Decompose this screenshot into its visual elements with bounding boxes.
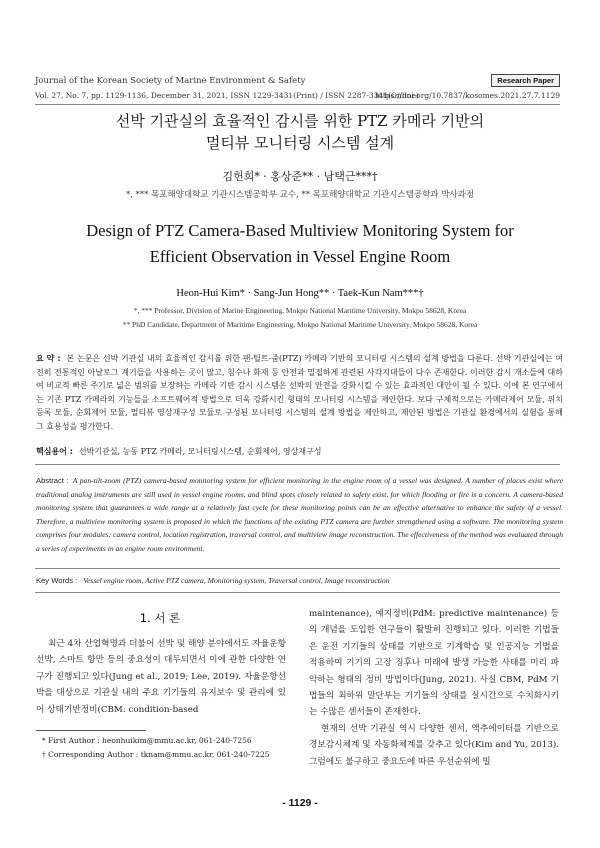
abstract-divider-2 [35,568,560,569]
abstract-divider-1 [35,464,560,465]
research-paper-badge: Research Paper [491,74,560,87]
korean-affiliation: *, *** 목포해양대학교 기관시스템공학부 교수, ** 목포해양대학교 기관시스템공학과 박사과정 [125,190,475,200]
header-divider [35,104,560,105]
journal-name: Journal of the Korean Society of Marine Environment & Safety [35,76,306,86]
english-affiliation-2: ** PhD Candidate, Department of Maritime Engineering, Mokpo National Maritime University, Mokpo 58628, Korea [122,320,478,329]
doi-link[interactable]: https://doi.org/10.7837/kosomes.2021.27.7.1129 [374,91,560,100]
english-affiliation-1: *, *** Professor, Division of Marine Engineering, Mokpo National Maritime University, Mokpo 58628, Korea [133,306,467,315]
footnote-rule [36,730,146,731]
english-title: Design of PTZ Camera-Based Multiview Monitoring System for Efficient Observation in Vessel Engine Room [86,221,514,266]
korean-abstract: 요 약 : 본 논문은 선박 기관실 내의 효율적인 감시를 위한 팬-틸트-줌(PTZ) 카메라 기반의 모니터링 시스템의 설계 방법을 다룬다. 선박 기관실에는 여전히 전통적인 아날로그 계기들을 사용하는 곳이 많고, 침수나 화재 등 안전과 밀접하게 관련된 사각지대들이 다수 존재한다. 이러한 감시 개소들에 대하여 비교적 빠른 주기로 넓은 범위를 보장하는 카메라 기반 감시 시스템은 선박의 안전을 강화시킬 수 있는 효과적인 대안이 될 수 있다. 이에 본 연구에서는 기존 PTZ 카메라의 기능들을 소프트웨어적 방법으로 더욱 강화시킨 형태의 모니터링 시스템을 제안한다. 보다 구체적으로는 카메라제어 모듈, 위치등록 모듈, 순회제어 모듈, 멀티뷰 영상재구성 모듈로 구성된 모니터링 시스템의 설계 방법을 제안하고, 제안된 방법은 기관실 환경에서의 실험을 통해 그 효용성을 평가한다. [36,354,563,431]
first-author-footnote: * First Author : heonhuikim@mmu.ac.kr, 061-240-7256 [42,736,252,745]
intro-left-column: 최근 4차 산업혁명과 더불어 선박 및 해양 분야에서도 자율운항선박, 스마트 항만 등의 중요성이 대두되면서 이에 관한 다양한 연구가 진행되고 있다(Jung et al., 2019; Lee, 2019). 자율운항선박을 대상으로 기관실 내의 주요 기기들의 유지보수 및 관리에 있어 상태기반정비(CBM: condition-based [36,639,286,715]
english-abstract: Abstract : A pan-tilt-zoom (PTZ) camera-based monitoring system for efficient monitoring in the engine room of a vessel was designed. A number of places exist where traditional analog instruments are still used in vessel engine rooms, and blind spots closely related to safety exist, for which flooding or fire is a concern. A camera-based monitoring system that guarantees a wide range at a relatively fast cycle for these monitoring points can be an effective alternative to enhance the safety of a vessel. Therefore, a multiview monitoring system is proposed in which the functions of the existing PTZ camera are further strengthened using a software. The monitoring system comprises four modules: camera control, location registration, traversal control, and multiview image reconstruction. The effectiveness of the method was evaluated through a series of experiments in an engine room environment. [36,476,563,553]
section-heading-introduction: 1. 서 론 [139,611,181,625]
corresponding-author-footnote: † Corresponding Author : tknam@mmu.ac.kr, 061-240-7225 [42,750,270,759]
korean-title: 선박 기관실의 효율적인 감시를 위한 PTZ 카메라 기반의 멀티뷰 모니터링 시스템 설계 [115,112,485,152]
korean-keywords: 핵심용어 : 선박기관실, 능동 PTZ 카메라, 모니터링시스템, 순회제어, 영상재구성 [36,447,322,456]
keywords-divider [35,592,560,593]
english-authors: Heon-Hui Kim* · Sang-Jun Hong** · Taek-Kun Nam***† [176,288,424,299]
volume-line: Vol. 27, No. 7, pp. 1129-1136, December 31, 2021, ISSN 1229-3431(Print) / ISSN 2287-3341(Online) [35,91,419,100]
page-number: - 1129 - [282,797,318,809]
korean-authors: 김헌희* · 홍상준** · 남택근***† [222,170,378,183]
english-keywords: Key Words : Vessel engine room, Active PTZ camera, Monitoring system, Traversal control, Image reconstruction [36,576,390,585]
intro-right-column: maintenance), 예지정비(PdM: predictive maintenance) 등의 개념을 도입한 연구들이 활발히 진행되고 있다. 이러한 기법들은 운전 기기들의 상태를 기반으로 기계학습 및 인공지능 기법을 적용하여 기기의 고장 징후나 미래에 발생 가능한 사태를 미리 파악하는 형태의 정비 방법이다(Jung, 2021). 사실 CBM, PdM 기법들의 최하위 말단부는 기기들의 상태를 실시간으로 수치화시키는 수많은 센서들이 존재한다. 현재의 선박 기관실 역시 다양한 센서, 액추에이터를 기반으로 경보감시체계 및 자동화체계를 갖추고 있다(Kim and Yu, 2013). 그럼에도 불구하고 중요도에 따른 우선순위에 빌 [309,609,559,767]
